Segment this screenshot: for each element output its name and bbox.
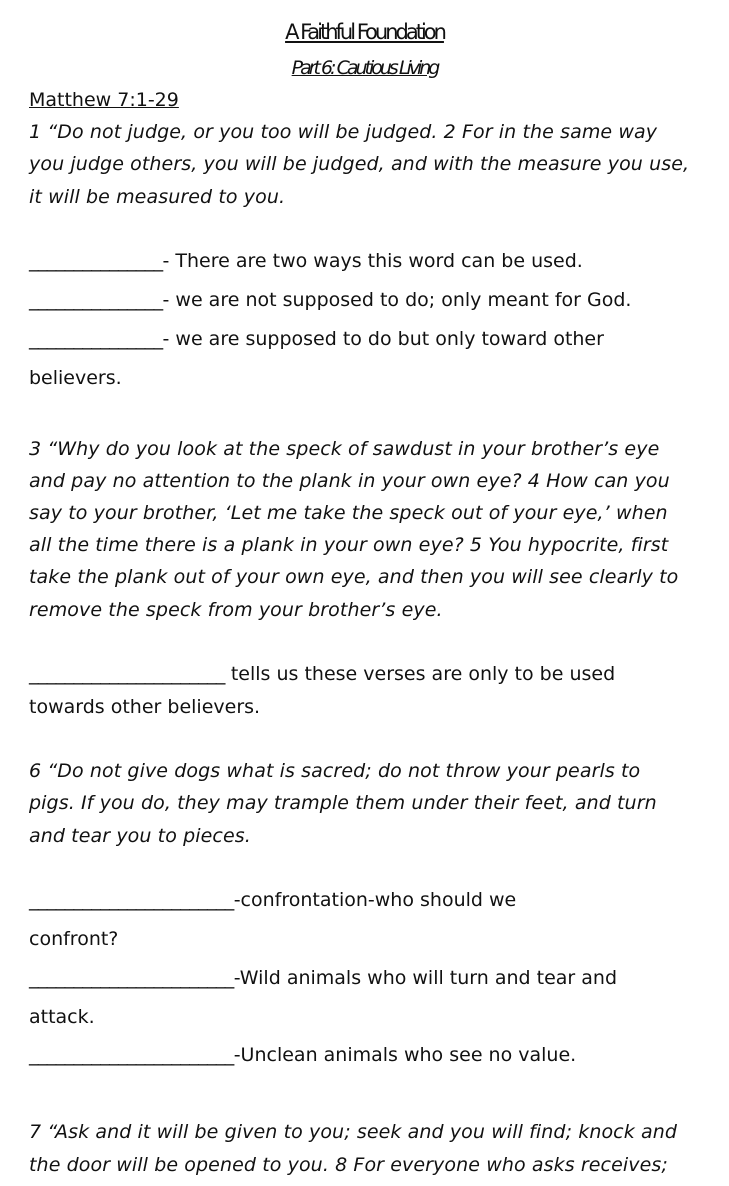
fill-in-blank: _______________________ bbox=[29, 889, 234, 911]
verse-line: 7 “Ask and it will be given to you; seek and you will find; knock and bbox=[29, 1121, 678, 1143]
note-continuation: confront? bbox=[29, 928, 119, 950]
verse-line: and pay no attention to the plank in your own eye? 4 How can you bbox=[29, 470, 670, 492]
fill-in-note bbox=[29, 1043, 576, 1067]
note-continuation: towards other believers. bbox=[29, 696, 261, 718]
verse-line: the door will be opened to you. 8 For everyone who asks receives; bbox=[29, 1154, 668, 1176]
verse-line: you judge others, you will be judged, and with the measure you use, bbox=[29, 153, 690, 175]
note-continuation: believers. bbox=[29, 367, 122, 389]
verse-line: say to your brother, ‘Let me take the speck out of your eye,’ when bbox=[29, 502, 668, 524]
note-text: -Wild animals who will turn and tear and bbox=[233, 967, 618, 989]
note-text: - There are two ways this word can be used. bbox=[162, 250, 583, 272]
page-title: A Faithful Foundation bbox=[285, 20, 444, 44]
fill-in-note bbox=[29, 888, 516, 912]
verse-line: 6 “Do not give dogs what is sacred; do not throw your pearls to bbox=[29, 760, 641, 782]
fill-in-blank: ______________________ bbox=[29, 663, 225, 685]
fill-in-note bbox=[29, 249, 583, 273]
note-text: - we are supposed to do but only toward other bbox=[162, 328, 604, 350]
fill-in-note bbox=[29, 966, 617, 990]
fill-in-note bbox=[29, 288, 631, 312]
verse-line: and tear you to pieces. bbox=[29, 825, 251, 847]
scripture-reference: Matthew 7:1-29 bbox=[29, 89, 179, 111]
verse-line: it will be measured to you. bbox=[29, 186, 286, 208]
verse-line: 3 “Why do you look at the speck of sawdust in your brother’s eye bbox=[29, 438, 660, 460]
fill-in-blank: _______________________ bbox=[29, 967, 234, 989]
fill-in-blank: _______________ bbox=[29, 289, 163, 311]
fill-in-blank: _______________ bbox=[29, 250, 163, 272]
fill-in-blank: _______________________ bbox=[29, 1044, 234, 1066]
note-continuation: attack. bbox=[29, 1006, 95, 1028]
verse-line: all the time there is a plank in your own eye? 5 You hypocrite, first bbox=[29, 534, 669, 556]
note-text: -Unclean animals who see no value. bbox=[233, 1044, 577, 1066]
verse-line: take the plank out of your own eye, and then you will see clearly to bbox=[29, 566, 679, 588]
verse-line: pigs. If you do, they may trample them under their feet, and turn bbox=[29, 792, 657, 814]
fill-in-blank: _______________ bbox=[29, 328, 163, 350]
verse-line: 1 “Do not judge, or you too will be judged. 2 For in the same way bbox=[29, 121, 658, 143]
verse-line: remove the speck from your brother’s eye. bbox=[29, 599, 443, 621]
page-subtitle: Part 6: Cautious Living bbox=[291, 57, 438, 79]
note-text: tells us these verses are only to be used bbox=[224, 663, 616, 685]
note-text: - we are not supposed to do; only meant for God. bbox=[162, 289, 632, 311]
fill-in-note bbox=[29, 327, 604, 351]
fill-in-note bbox=[29, 662, 615, 686]
note-text: -confrontation-who should we bbox=[233, 889, 517, 911]
